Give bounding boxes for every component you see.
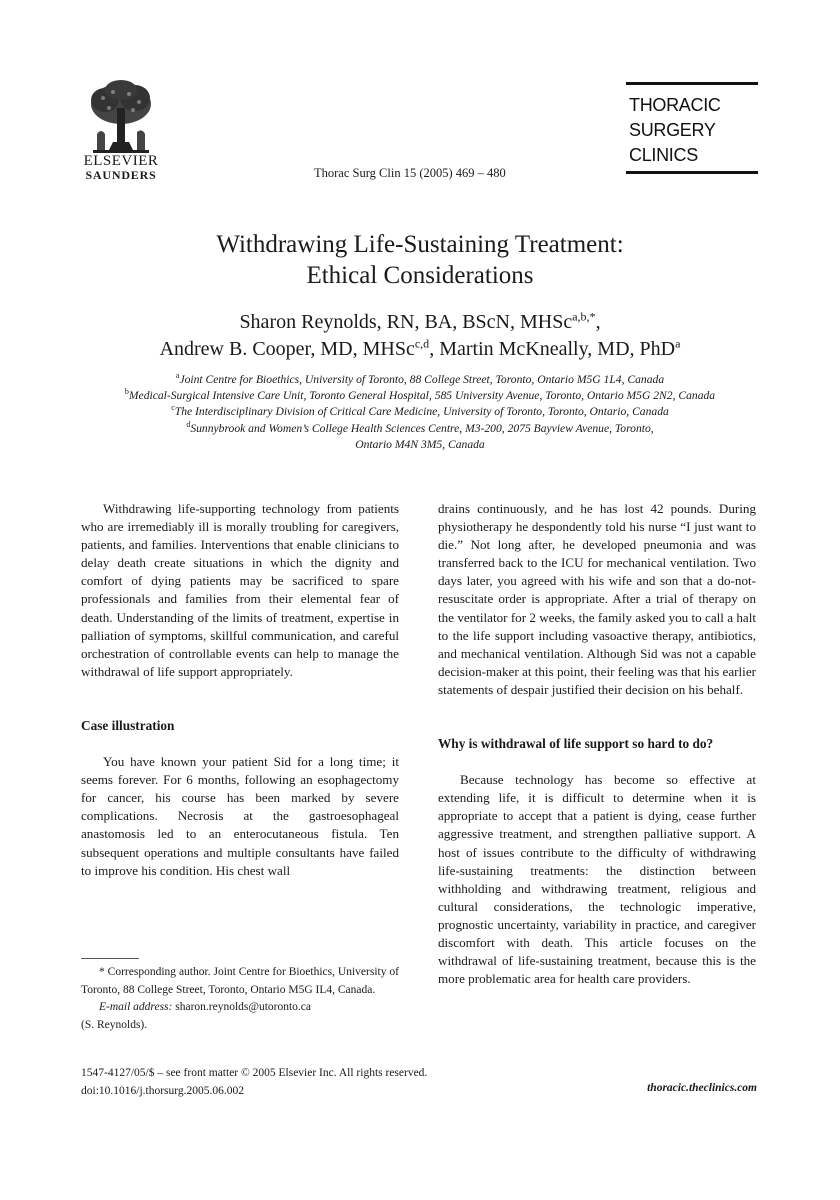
why-paragraph: Because technology has become so effective at extending life, it is difficult to determine when it is appropriate to accept that a patient is dying, cease further aggressive treatment, and strengthen palliative support. A host of issues contribute to the difficulty of withdrawing life-sustaining treatments: the distinction between withholding and withdrawing treatment, religious and cultural considerations, the technologic imperative, prognostic uncertainty, variability in practice, and caregiver discomfort with death. This article focuses on the withdrawal of life-sustaining treatment, because this is the more problematic area for health care providers. bbox=[438, 772, 756, 987]
affiliation-text: Joint Centre for Bioethics, University of Toronto, 88 College Street, Toronto, Ontario M5G 1L4, Canada bbox=[179, 373, 665, 386]
section-heading-case: Case illustration bbox=[81, 717, 175, 733]
email-label: E-mail address: bbox=[99, 1001, 173, 1013]
elsevier-logo bbox=[76, 78, 166, 188]
affiliation-mark: d bbox=[186, 419, 191, 429]
intro-paragraph: Withdrawing life-supporting technology from patients who are irremediably ill is morally troubling for caregivers, patients, and families. Interventions that enable clinicians to delay death create situations in which the dignity and comfort of dying patients may be sacrificed to spare professionals and families from their elemental fear of death. Understanding of the limits of treatment, expertise in palliation of symptoms, skillful communication, and careful orchestration of controllable events can help to manage the withdrawal of life support appropriately. bbox=[81, 501, 399, 679]
affiliation-mark: b bbox=[124, 387, 129, 397]
journal-citation: Thorac Surg Clin 15 (2005) 469 – 480 bbox=[314, 166, 506, 180]
author-line: Andrew B. Cooper, MD, MHSc$^{c,d}$, Martin McKneally, MD, PhD$^a$ bbox=[159, 336, 681, 360]
footnote-divider bbox=[81, 958, 139, 959]
title-line: Withdrawing Life-Sustaining Treatment: bbox=[216, 231, 624, 258]
author-affil-marks: a bbox=[675, 336, 681, 351]
email-link[interactable]: sharon.reynolds@utoronto.ca bbox=[175, 1001, 312, 1013]
doi[interactable]: doi:10.1016/j.thorsurg.2005.06.002 bbox=[81, 1085, 245, 1097]
bottom-rule bbox=[626, 171, 758, 174]
affiliation-mark: a bbox=[175, 371, 180, 381]
section-heading-why: Why is withdrawal of life support so hard to do? bbox=[438, 736, 714, 752]
author-name: Sharon Reynolds, RN, BA, BScN, MHSc bbox=[239, 311, 573, 333]
corresponding-star: * bbox=[589, 309, 596, 324]
author-name: Andrew B. Cooper, MD, MHSc bbox=[159, 338, 415, 360]
author-list bbox=[0, 309, 840, 363]
article-title bbox=[0, 229, 840, 291]
corresponding-author-footnote bbox=[81, 964, 399, 1034]
affiliation bbox=[0, 372, 840, 388]
imprint-name: SAUNDERS bbox=[85, 168, 157, 182]
affiliation-mark: c bbox=[171, 403, 175, 413]
journal-name-line: CLINICS bbox=[629, 145, 698, 165]
footnote-email-line bbox=[81, 999, 399, 1017]
affiliation bbox=[0, 404, 840, 420]
title-line: Ethical Considerations bbox=[306, 262, 534, 289]
affiliation-text: The Interdisciplinary Division of Critical Care Medicine, University of Toronto, Toronto, Ontario, Canada bbox=[174, 405, 669, 419]
footnote-text: * Corresponding author. Joint Centre for Bioethics, University of Toronto, 88 College Street, Toronto, Ontario M5G IL4, Canada. bbox=[81, 966, 399, 996]
journal-website[interactable]: thoracic.theclinics.com bbox=[647, 1082, 757, 1094]
author-affil-marks: c,d bbox=[414, 336, 430, 351]
right-column bbox=[438, 500, 756, 988]
author-line: Sharon Reynolds, RN, BA, BScN, MHSc$^{a,b,*}$, bbox=[239, 309, 601, 333]
affiliation-text: Ontario M4N 3M5, Canada bbox=[355, 437, 485, 451]
affiliation-text: Medical-Surgical Intensive Care Unit, Toronto General Hospital, 585 University Avenue, Toronto, Ontario M5G 2N2, Canada bbox=[128, 389, 716, 403]
issn-notice: 1547-4127/05/$ – see front matter © 2005 Elsevier Inc. All rights reserved. bbox=[81, 1067, 428, 1079]
affiliation bbox=[0, 421, 840, 437]
publisher-name: ELSEVIER bbox=[83, 153, 159, 169]
left-column bbox=[81, 500, 399, 880]
author-name: Martin McKneally, MD, PhD bbox=[439, 338, 676, 360]
journal-brand bbox=[626, 82, 758, 176]
affiliation bbox=[0, 437, 840, 453]
footer-left bbox=[81, 1064, 427, 1100]
tree-icon bbox=[83, 78, 159, 154]
affiliation-text: Sunnybrook and Women’s College Health Sciences Centre, M3-200, 2075 Bayview Avenue, Toronto, bbox=[190, 421, 654, 435]
case-paragraph-continued: drains continuously, and he has lost 42 pounds. During physiotherapy he despondently told his nurse “I just want to die.” Not long after, he developed pneumonia and was transferred back to the ICU for mechanical ventilation. Two days later, you agreed with his wife and son that a do-not-resuscitate order is appropriate. After a trial of therapy on the ventilator for 2 weeks, the family asked you to call a halt to the life support including vasoactive therapy, antibiotics, and mechanical ventilation. Although Sid was not a capable decision-maker at this point, their feeling was that his earlier statements of despair justified their decision on his behalf. bbox=[438, 501, 756, 697]
footnote-email-name: (S. Reynolds). bbox=[81, 1018, 148, 1031]
journal-name-line: SURGERY bbox=[629, 120, 716, 140]
case-paragraph: You have known your patient Sid for a long time; it seems forever. For 6 months, following an esophagectomy for cancer, his course has been marked by severe complications. Necrosis at the gastroesophageal anastomosis led to an enterocutaneous fistula. Ten subsequent operations and multiple consultants have failed to improve his condition. His chest wall bbox=[81, 754, 399, 878]
affiliation bbox=[0, 388, 840, 404]
journal-name bbox=[626, 85, 758, 168]
affiliations bbox=[0, 372, 840, 453]
author-affil-marks: a,b, bbox=[572, 309, 590, 324]
journal-name-line: THORACIC bbox=[629, 95, 721, 115]
